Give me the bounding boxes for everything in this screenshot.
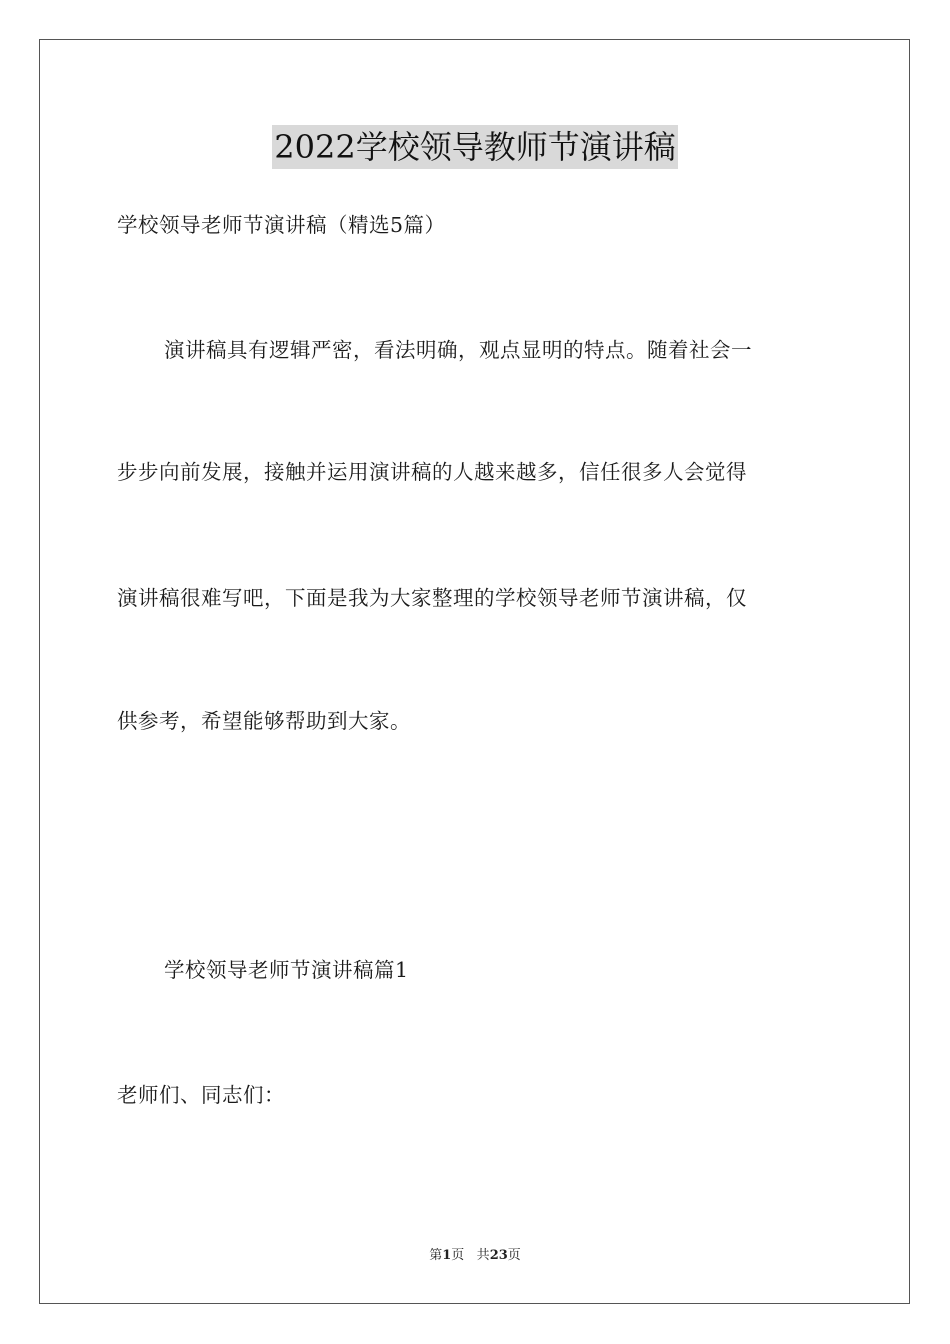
footer-page-number: 1 bbox=[442, 1248, 452, 1263]
footer-total-prefix: 共 bbox=[476, 1248, 490, 1263]
footer-total-suffix: 页 bbox=[507, 1248, 521, 1263]
document-title: 2022学校领导教师节演讲稿 bbox=[272, 125, 677, 169]
intro-line-1: 演讲稿具有逻辑严密，看法明确，观点显明的特点。随着社会一 bbox=[164, 338, 752, 362]
salutation: 老师们、同志们： bbox=[117, 1083, 285, 1107]
intro-line-4: 供参考，希望能够帮助到大家。 bbox=[117, 709, 411, 733]
footer-total-pages: 23 bbox=[489, 1248, 508, 1263]
footer-page-suffix: 页 bbox=[451, 1248, 465, 1263]
document-subtitle: 学校领导老师节演讲稿（精选5篇） bbox=[117, 213, 446, 237]
intro-line-2: 步步向前发展，接触并运用演讲稿的人越来越多，信任很多人会觉得 bbox=[117, 460, 747, 484]
footer-page-prefix: 第 bbox=[429, 1248, 443, 1263]
page-footer bbox=[0, 1247, 950, 1265]
title-container bbox=[0, 125, 950, 169]
intro-line-3: 演讲稿很难写吧，下面是我为大家整理的学校领导老师节演讲稿，仅 bbox=[117, 586, 747, 610]
section-heading: 学校领导老师节演讲稿篇1 bbox=[164, 958, 409, 982]
